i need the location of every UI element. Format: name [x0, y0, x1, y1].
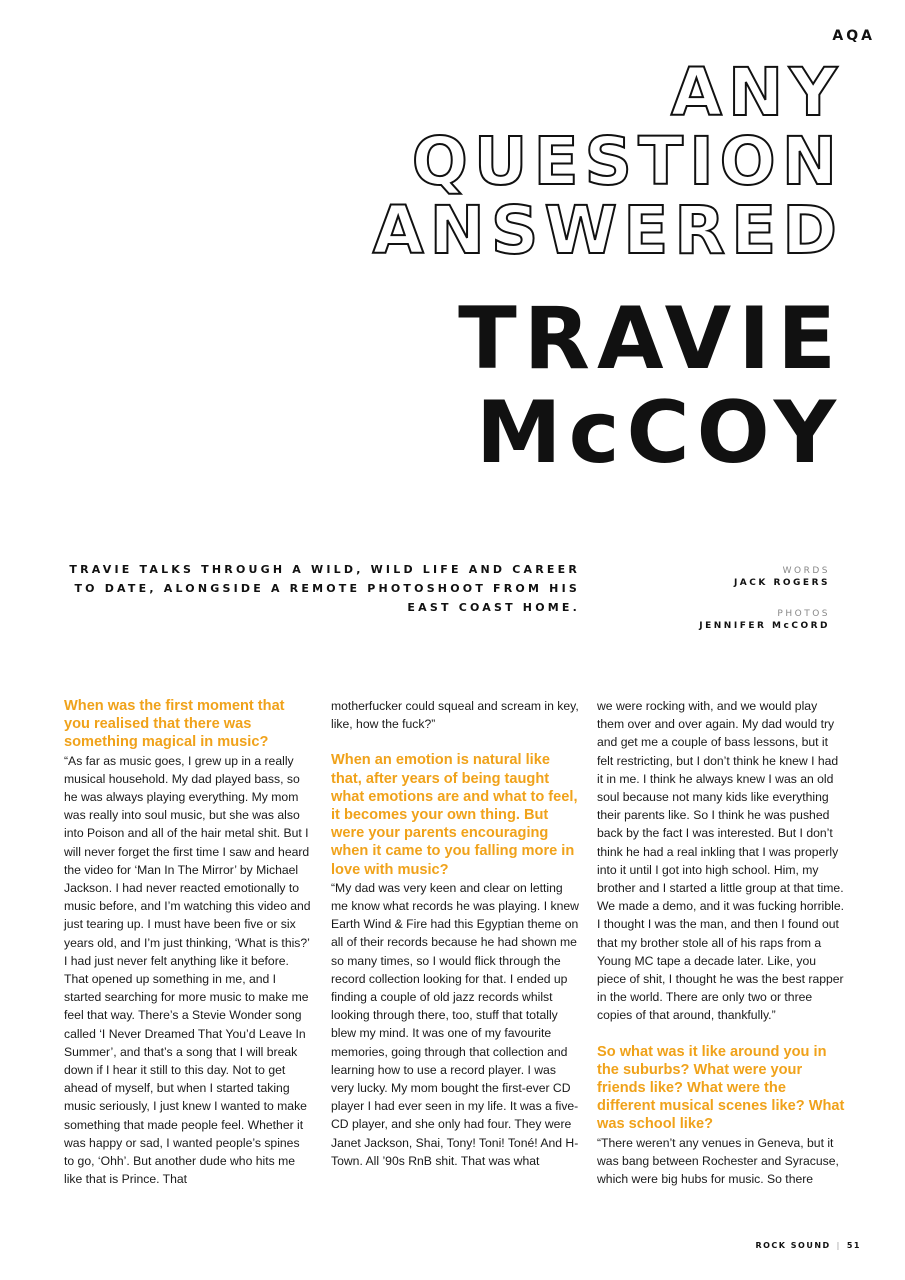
- headline-line-question: QUESTION: [411, 123, 843, 200]
- standfirst: TRAVIE TALKS THROUGH A WILD, WILD LIFE AND CAREER TO DATE, ALONGSIDE A REMOTE PHOTOSHOOT FROM HIS EAST COAST HOME.: [69, 563, 580, 614]
- artist-first-name: TRAVIE: [458, 289, 843, 389]
- article-column-2: [331, 697, 579, 1170]
- words-label: WORDS: [782, 566, 830, 576]
- section-tag: AQA: [832, 28, 875, 44]
- artist-last-name: McCOY: [476, 383, 843, 483]
- artist-name-headline: [223, 289, 843, 483]
- headline-line-any: ANY: [670, 54, 843, 131]
- answer-1: “As far as music goes, I grew up in a really musical household. My dad played bass, so he was always playing everything. My mom was really into soul music, but she was also into Poison and all of the hair metal shit. But I will never forget the first time I saw and heard the video for ‘Man In The Mirror’ by Michael Jackson. I had never reacted emotionally to music before, and I’m watching this video and just tearing up. I must have been five or six years old, and I’m just thinking, ‘What is this?’ I had just never felt anything like it before. That opened up something in me, and I started searching for more music to make me feel that way. There’s a Stevie Wonder song called ‘I Never Dreamed That You’d Leave In Summer’, and that’s a song that I will break down if I hear it still to this day. Not to get ahead of myself, but when I started taking music seriously, I just knew I wanted to make something that made people feel. Whether it was happy or sad, I wanted people’s spines to go, ‘Ohh’. But another dude who hits me like that is Prince. That: [64, 753, 311, 1187]
- outline-headline: [243, 54, 843, 269]
- words-author: JACK ROGERS: [733, 578, 830, 588]
- answer-2: “My dad was very keen and clear on letting me know what records he was playing. I knew Earth Wind & Fire had this Egyptian theme on all of their records because he had shown me so many times, so I would flick through the record collection looking for that. I ended up finding a couple of old jazz records whilst looking through there, too, stuff that totally blew my mind. It was one of my favourite memories, going through that collection and learning how to use a record player. I was very lucky. My mom bought the first-ever CD player I had ever seen in my life. It was a five-CD player, and she only had four. They were Janet Jackson, Shai, Tony! Toni! Toné! And H-Town. All ’90s RnB shit. That was what: [331, 880, 579, 1168]
- answer-2-continued: we were rocking with, and we would play them over and over again. My dad would try and get me a couple of bass lessons, but it felt restricting, but I don’t think he knew I had it in me. I think he always knew I was an old soul because not many kids like everything their parents like. So I think he was pushed back by the fact I was interested. But I don’t think he had a real inkling that I was properly into it until I got into high school. Him, my brother and I started a little group at that time. We made a demo, and it was fucking horrible. I thought I was the man, and then I found out that my brother stole all of his raps from a Young MC tape a decade later. Like, you piece of shit, I thought he was the best rapper in the world. There are only two or three copies of that around, thankfully.”: [597, 699, 845, 1023]
- page-folio: ROCK SOUND | 51: [755, 1241, 861, 1250]
- photos-author: JENNIFER McCORD: [699, 621, 830, 631]
- answer-1-continued: motherfucker could squeal and scream in key, like, how the fuck?”: [331, 699, 579, 732]
- page-number: 51: [846, 1241, 861, 1250]
- magazine-name: ROCK SOUND: [755, 1241, 831, 1250]
- photos-label: PHOTOS: [777, 609, 830, 619]
- article-column-1: [64, 697, 312, 1188]
- question-1: When was the first moment that you realised that there was something magical in music?: [64, 698, 285, 751]
- question-2: When an emotion is natural like that, after years of being taught what emotions are and what to feel, it becomes your own thing. But were your parents encouraging when it came to you falling more in love with music?: [331, 752, 578, 878]
- headline-line-answered: ANSWERED: [372, 192, 843, 269]
- credits: [610, 565, 830, 632]
- article-column-3: [597, 697, 845, 1188]
- answer-3: “There weren’t any venues in Geneva, but it was bang between Rochester and Syracuse, which were big hubs for music. So there: [597, 1135, 839, 1187]
- question-3: So what was it like around you in the suburbs? What were your friends like? What were the different musical scenes like? What was school like?: [597, 1043, 845, 1133]
